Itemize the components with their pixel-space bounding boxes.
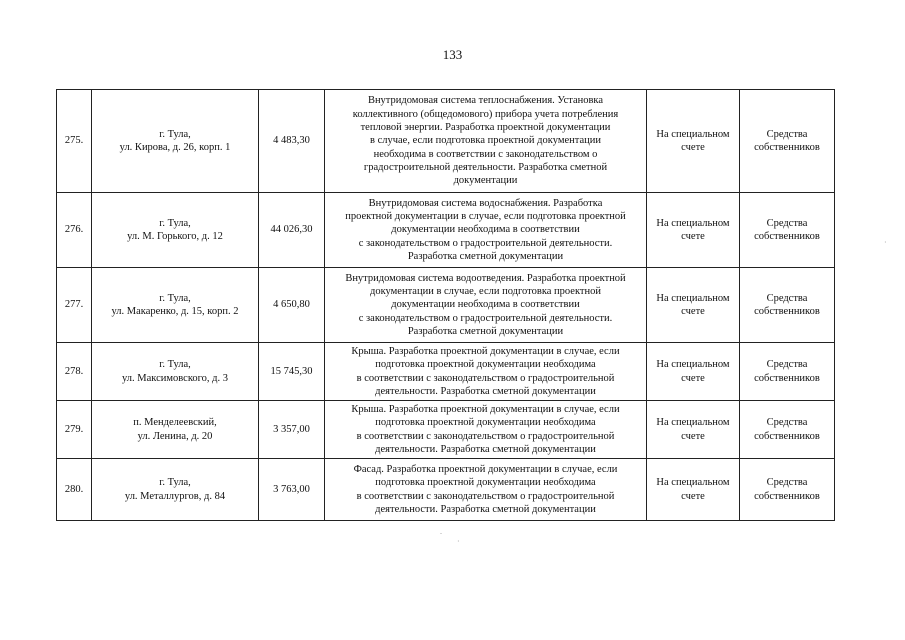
address-cell: г. Тула, ул. Макаренко, д. 15, корп. 2 bbox=[92, 268, 259, 343]
funding-source-cell: Средства собственников bbox=[740, 343, 835, 401]
fund-method-cell: На специальном счете bbox=[647, 401, 740, 459]
cost-cell: 3 763,00 bbox=[259, 459, 325, 521]
work-description-cell: Внутридомовая система водоотведения. Разработка проектной документации в случае, если подготовка проектной документации необходима в соответствии с законодательством о градостроительной деятельности. Разработка сметной документации bbox=[325, 268, 647, 343]
row-number: 276. bbox=[57, 193, 92, 268]
table-row bbox=[57, 401, 835, 459]
row-number: 275. bbox=[57, 90, 92, 193]
table-body bbox=[57, 90, 835, 521]
table-row bbox=[57, 193, 835, 268]
cost-cell: 4 650,80 bbox=[259, 268, 325, 343]
funding-source-cell: Средства собственников bbox=[740, 401, 835, 459]
address-cell: г. Тула, ул. Металлургов, д. 84 bbox=[92, 459, 259, 521]
cost-cell: 44 026,30 bbox=[259, 193, 325, 268]
scan-speck: · bbox=[884, 238, 887, 247]
table-row bbox=[57, 90, 835, 193]
row-number: 280. bbox=[57, 459, 92, 521]
funding-source-cell: Средства собственников bbox=[740, 193, 835, 268]
row-number: 278. bbox=[57, 343, 92, 401]
fund-method-cell: На специальном счете bbox=[647, 459, 740, 521]
cost-cell: 4 483,30 bbox=[259, 90, 325, 193]
funding-source-cell: Средства собственников bbox=[740, 268, 835, 343]
address-cell: г. Тула, ул. Кирова, д. 26, корп. 1 bbox=[92, 90, 259, 193]
cost-cell: 3 357,00 bbox=[259, 401, 325, 459]
work-description-cell: Фасад. Разработка проектной документации в случае, если подготовка проектной документации необходима в соответствии с законодательством о градостроительной деятельности. Разработка сметной документации bbox=[325, 459, 647, 521]
fund-method-cell: На специальном счете bbox=[647, 193, 740, 268]
address-cell: п. Менделеевский, ул. Ленина, д. 20 bbox=[92, 401, 259, 459]
cost-cell: 15 745,30 bbox=[259, 343, 325, 401]
work-description-cell: Крыша. Разработка проектной документации в случае, если подготовка проектной документации необходима в соответствии с законодательством о градостроительной деятельности. Разработка сметной документации bbox=[325, 401, 647, 459]
repair-register-table bbox=[56, 89, 835, 521]
funding-source-cell: Средства собственников bbox=[740, 459, 835, 521]
row-number: 279. bbox=[57, 401, 92, 459]
address-cell: г. Тула, ул. Максимовского, д. 3 bbox=[92, 343, 259, 401]
work-description-cell: Внутридомовая система теплоснабжения. Установка коллективного (общедомового) прибора учета потребления тепловой энергии. Разработка проектной документации в случае, если подготовка проектной документации необходима в соответствии с законодательством о градостроительной деятельности. Разработка сметной документации bbox=[325, 90, 647, 193]
row-number: 277. bbox=[57, 268, 92, 343]
funding-source-cell: Средства собственников bbox=[740, 90, 835, 193]
address-cell: г. Тула, ул. М. Горького, д. 12 bbox=[92, 193, 259, 268]
table-row bbox=[57, 268, 835, 343]
fund-method-cell: На специальном счете bbox=[647, 268, 740, 343]
work-description-cell: Крыша. Разработка проектной документации в случае, если подготовка проектной документации необходима в соответствии с законодательством о градостроительной деятельности. Разработка сметной документации bbox=[325, 343, 647, 401]
work-description-cell: Внутридомовая система водоснабжения. Разработка проектной документации в случае, если подготовка проектной документации необходима в соответствии с законодательством о градостроительной деятельности. Разработка сметной документации bbox=[325, 193, 647, 268]
scan-speck: · bbox=[457, 537, 460, 546]
table-row bbox=[57, 459, 835, 521]
fund-method-cell: На специальном счете bbox=[647, 90, 740, 193]
table-row bbox=[57, 343, 835, 401]
fund-method-cell: На специальном счете bbox=[647, 343, 740, 401]
page-number: 133 bbox=[442, 47, 463, 62]
scan-speck: . bbox=[440, 527, 442, 536]
